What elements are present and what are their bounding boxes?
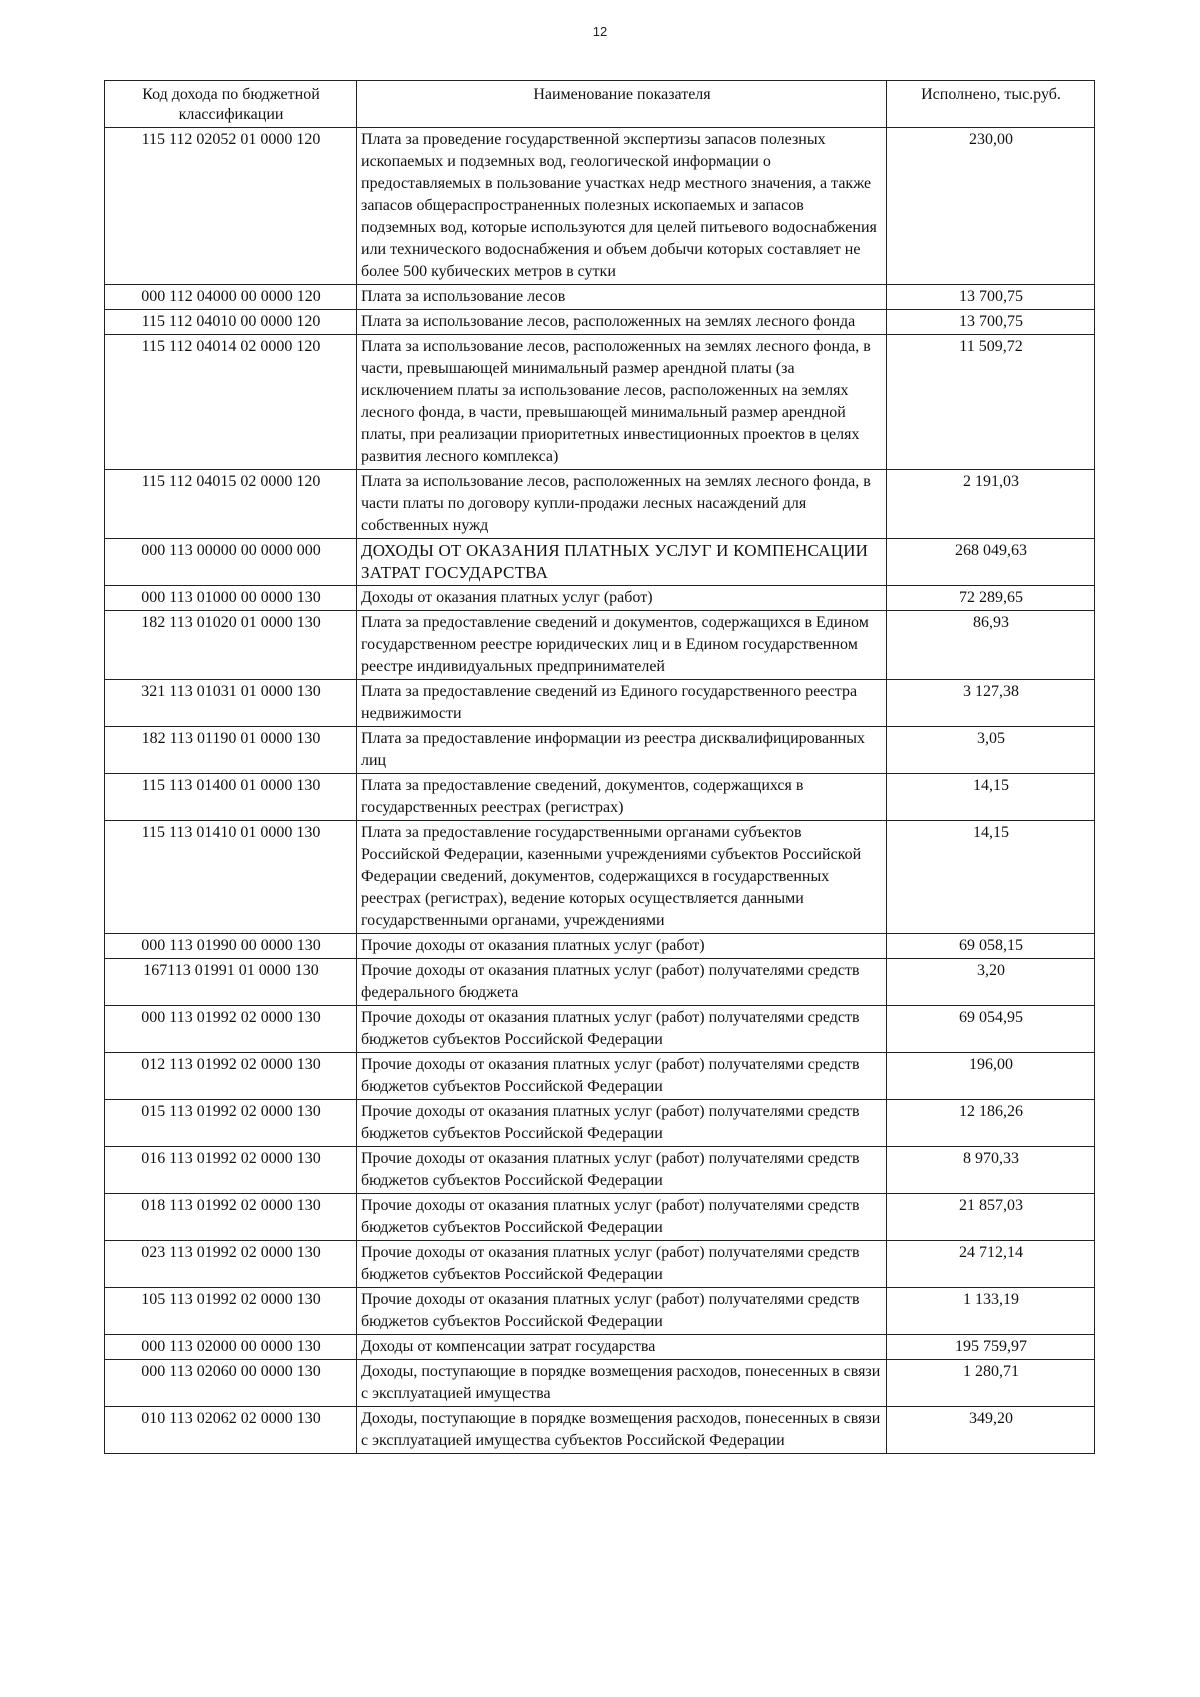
table-row — [105, 470, 1095, 539]
income-table — [104, 80, 1095, 1454]
executed-amount: 3,20 — [887, 959, 1095, 1006]
table-row — [105, 680, 1095, 727]
executed-amount: 24 712,14 — [887, 1241, 1095, 1288]
income-code: 182 113 01190 01 0000 130 — [105, 727, 357, 774]
executed-amount: 2 191,03 — [887, 470, 1095, 539]
income-code: 182 113 01020 01 0000 130 — [105, 611, 357, 680]
table-body — [105, 128, 1095, 1454]
income-code: 000 113 02060 00 0000 130 — [105, 1360, 357, 1407]
table-row — [105, 1100, 1095, 1147]
indicator-name: Прочие доходы от оказания платных услуг (работ) получателями средств бюджетов субъектов Российской Федерации — [357, 1147, 887, 1194]
executed-amount: 230,00 — [887, 128, 1095, 285]
table-row — [105, 1360, 1095, 1407]
income-code: 012 113 01992 02 0000 130 — [105, 1053, 357, 1100]
executed-amount: 3 127,38 — [887, 680, 1095, 727]
table-header — [105, 81, 1095, 128]
table-row — [105, 1147, 1095, 1194]
indicator-name: ДОХОДЫ ОТ ОКАЗАНИЯ ПЛАТНЫХ УСЛУГ И КОМПЕНСАЦИИ ЗАТРАТ ГОСУДАРСТВА — [357, 539, 887, 586]
table-row — [105, 586, 1095, 611]
indicator-name: Плата за использование лесов — [357, 285, 887, 310]
income-code: 000 113 01990 00 0000 130 — [105, 934, 357, 959]
executed-amount: 14,15 — [887, 821, 1095, 934]
income-code: 010 113 02062 02 0000 130 — [105, 1407, 357, 1454]
table-row — [105, 934, 1095, 959]
executed-amount: 8 970,33 — [887, 1147, 1095, 1194]
indicator-name: Прочие доходы от оказания платных услуг (работ) получателями средств бюджетов субъектов Российской Федерации — [357, 1241, 887, 1288]
income-code: 115 113 01410 01 0000 130 — [105, 821, 357, 934]
executed-amount: 268 049,63 — [887, 539, 1095, 586]
executed-amount: 195 759,97 — [887, 1335, 1095, 1360]
indicator-name: Плата за предоставление сведений из Единого государственного реестра недвижимости — [357, 680, 887, 727]
indicator-name: Доходы от оказания платных услуг (работ) — [357, 586, 887, 611]
header-amount: Исполнено, тыс.руб. — [887, 81, 1095, 128]
indicator-name: Прочие доходы от оказания платных услуг (работ) получателями средств бюджетов субъектов Российской Федерации — [357, 1288, 887, 1335]
table-row — [105, 821, 1095, 934]
table-row — [105, 774, 1095, 821]
indicator-name: Прочие доходы от оказания платных услуг (работ) получателями средств бюджетов субъектов Российской Федерации — [357, 1100, 887, 1147]
executed-amount: 12 186,26 — [887, 1100, 1095, 1147]
executed-amount: 11 509,72 — [887, 335, 1095, 470]
executed-amount: 3,05 — [887, 727, 1095, 774]
table-row — [105, 335, 1095, 470]
income-code: 000 113 02000 00 0000 130 — [105, 1335, 357, 1360]
indicator-name: Прочие доходы от оказания платных услуг (работ) получателями средств бюджетов субъектов Российской Федерации — [357, 1194, 887, 1241]
income-code: 000 113 00000 00 0000 000 — [105, 539, 357, 586]
income-code: 115 112 04014 02 0000 120 — [105, 335, 357, 470]
income-code: 115 112 02052 01 0000 120 — [105, 128, 357, 285]
indicator-name: Прочие доходы от оказания платных услуг (работ) получателями средств федерального бюджета — [357, 959, 887, 1006]
table-row — [105, 727, 1095, 774]
income-code: 167113 01991 01 0000 130 — [105, 959, 357, 1006]
table-row — [105, 1006, 1095, 1053]
executed-amount: 1 280,71 — [887, 1360, 1095, 1407]
indicator-name: Плата за использование лесов, расположенных на землях лесного фонда, в части платы по договору купли-продажи лесных насаждений для собственных нужд — [357, 470, 887, 539]
table-row — [105, 1241, 1095, 1288]
table-row — [105, 1335, 1095, 1360]
table-row — [105, 310, 1095, 335]
table-row — [105, 611, 1095, 680]
header-row — [105, 81, 1095, 128]
indicator-name: Прочие доходы от оказания платных услуг (работ) — [357, 934, 887, 959]
executed-amount: 21 857,03 — [887, 1194, 1095, 1241]
executed-amount: 1 133,19 — [887, 1288, 1095, 1335]
income-code: 115 112 04015 02 0000 120 — [105, 470, 357, 539]
table-row — [105, 1407, 1095, 1454]
table-row — [105, 1194, 1095, 1241]
income-code: 105 113 01992 02 0000 130 — [105, 1288, 357, 1335]
header-code: Код дохода по бюджетной классификации — [105, 81, 357, 128]
executed-amount: 72 289,65 — [887, 586, 1095, 611]
indicator-name: Плата за использование лесов, расположенных на землях лесного фонда, в части, превышающей минимальный размер арендной платы (за исключением платы за использование лесов, расположенных на землях лесного фонда, в части, превышающей минимальный размер арендной платы, при реализации приоритетных инвестиционных проектов в целях развития лесного комплекса) — [357, 335, 887, 470]
executed-amount: 349,20 — [887, 1407, 1095, 1454]
table-row — [105, 1288, 1095, 1335]
indicator-name: Доходы, поступающие в порядке возмещения расходов, понесенных в связи с эксплуатацией имущества субъектов Российской Федерации — [357, 1407, 887, 1454]
executed-amount: 69 054,95 — [887, 1006, 1095, 1053]
table-row — [105, 959, 1095, 1006]
indicator-name: Доходы от компенсации затрат государства — [357, 1335, 887, 1360]
indicator-name: Плата за предоставление информации из реестра дисквалифицированных лиц — [357, 727, 887, 774]
income-code: 000 113 01000 00 0000 130 — [105, 586, 357, 611]
income-code: 321 113 01031 01 0000 130 — [105, 680, 357, 727]
indicator-name: Плата за предоставление сведений, документов, содержащихся в государственных реестрах (регистрах) — [357, 774, 887, 821]
income-code: 115 113 01400 01 0000 130 — [105, 774, 357, 821]
indicator-name: Плата за проведение государственной экспертизы запасов полезных ископаемых и подземных вод, геологической информации о предоставляемых в пользование участках недр местного значения, а также запасов общераспространенных полезных ископаемых и запасов подземных вод, которые используются для целей питьевого водоснабжения или технического водоснабжения и объем добычи которых составляет не более 500 кубических метров в сутки — [357, 128, 887, 285]
indicator-name: Плата за предоставление государственными органами субъектов Российской Федерации, казенными учреждениями субъектов Российской Федерации сведений, документов, содержащихся в государственных реестрах (регистрах), ведение которых осуществляется данными государственными органами, учреждениями — [357, 821, 887, 934]
income-code: 018 113 01992 02 0000 130 — [105, 1194, 357, 1241]
income-code: 000 112 04000 00 0000 120 — [105, 285, 357, 310]
indicator-name: Доходы, поступающие в порядке возмещения расходов, понесенных в связи с эксплуатацией имущества — [357, 1360, 887, 1407]
table-row — [105, 128, 1095, 285]
header-name: Наименование показателя — [357, 81, 887, 128]
table-row — [105, 285, 1095, 310]
income-code: 000 113 01992 02 0000 130 — [105, 1006, 357, 1053]
executed-amount: 13 700,75 — [887, 310, 1095, 335]
executed-amount: 14,15 — [887, 774, 1095, 821]
executed-amount: 13 700,75 — [887, 285, 1095, 310]
page-number: 12 — [592, 24, 608, 39]
income-code: 015 113 01992 02 0000 130 — [105, 1100, 357, 1147]
indicator-name: Плата за предоставление сведений и документов, содержащихся в Едином государственном реестре юридических лиц и в Едином государственном реестре индивидуальных предпринимателей — [357, 611, 887, 680]
indicator-name: Прочие доходы от оказания платных услуг (работ) получателями средств бюджетов субъектов Российской Федерации — [357, 1053, 887, 1100]
income-code: 115 112 04010 00 0000 120 — [105, 310, 357, 335]
indicator-name: Плата за использование лесов, расположенных на землях лесного фонда — [357, 310, 887, 335]
executed-amount: 196,00 — [887, 1053, 1095, 1100]
table-row-section — [105, 539, 1095, 586]
table-row — [105, 1053, 1095, 1100]
income-code: 016 113 01992 02 0000 130 — [105, 1147, 357, 1194]
income-code: 023 113 01992 02 0000 130 — [105, 1241, 357, 1288]
indicator-name: Прочие доходы от оказания платных услуг (работ) получателями средств бюджетов субъектов Российской Федерации — [357, 1006, 887, 1053]
executed-amount: 86,93 — [887, 611, 1095, 680]
executed-amount: 69 058,15 — [887, 934, 1095, 959]
